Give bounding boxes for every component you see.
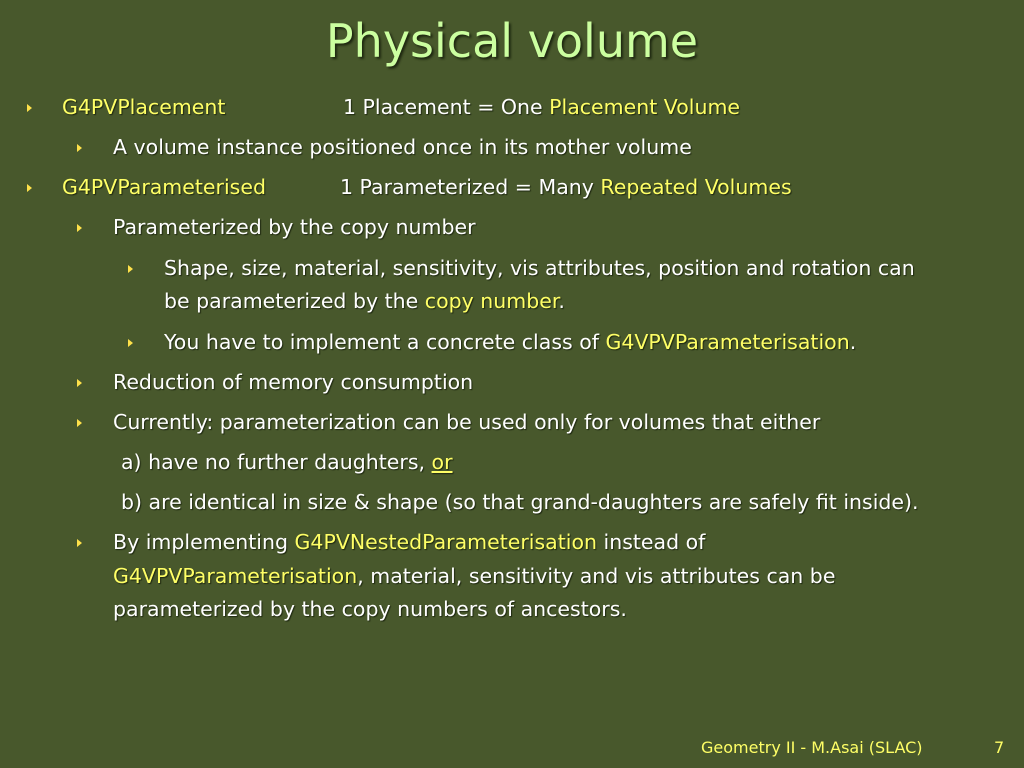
shape-item-line1: Shape, size, material, sensitivity, vis attributes, position and rotation can bbox=[164, 256, 915, 280]
bullet-arrow-icon bbox=[77, 144, 82, 152]
shape-line2-text: be parameterized by the bbox=[164, 289, 425, 313]
bullet-arrow-icon bbox=[27, 104, 32, 112]
param-by-copy-item: Parameterized by the copy number bbox=[113, 215, 476, 239]
bullet-arrow-icon bbox=[77, 419, 82, 427]
page-number: 7 bbox=[994, 738, 1005, 757]
nested-line2-class-highlight: G4VPVParameterisation bbox=[113, 564, 358, 588]
param-desc-highlight: Repeated Volumes bbox=[600, 175, 792, 199]
param-name bbox=[62, 170, 266, 204]
currently-item: Currently: parameterization can be used only for volumes that either bbox=[113, 410, 821, 434]
bullet-arrow-icon bbox=[77, 379, 82, 387]
case-a-text: a) have no further daughters, bbox=[121, 450, 432, 474]
param-description bbox=[340, 170, 792, 204]
placement-class-name: G4PVPlacement bbox=[62, 95, 226, 119]
bullet-arrow-icon bbox=[77, 224, 82, 232]
implement-text: You have to implement a concrete class of bbox=[164, 330, 606, 354]
case-b-line: b) are identical in size & shape (so that grand-daughters are safely fit inside). bbox=[121, 490, 919, 514]
bullet-arrow-icon bbox=[77, 539, 82, 547]
shape-item-line2 bbox=[164, 284, 565, 318]
placement-desc-highlight: Placement Volume bbox=[549, 95, 741, 119]
page-title: Physical volume bbox=[325, 14, 699, 68]
param-desc-text: 1 Parameterized = Many bbox=[340, 175, 601, 199]
nested-text: By implementing bbox=[113, 530, 295, 554]
nested-suffix: instead of bbox=[597, 530, 706, 554]
nested-item-line1 bbox=[113, 525, 705, 559]
nested-class-highlight: G4PVNestedParameterisation bbox=[294, 530, 597, 554]
nested-line2-text: , material, sensitivity and vis attributes can be bbox=[357, 564, 836, 588]
memory-item: Reduction of memory consumption bbox=[113, 370, 474, 394]
implement-class-highlight: G4VPVParameterisation bbox=[605, 330, 850, 354]
footer-text: Geometry II - M.Asai (SLAC) bbox=[701, 738, 923, 757]
nested-item-line2 bbox=[113, 559, 835, 593]
placement-sub-item: A volume instance positioned once in its mother volume bbox=[113, 135, 692, 159]
placement-desc-text: 1 Placement = One bbox=[343, 95, 550, 119]
case-a-or: or bbox=[431, 450, 453, 474]
placement-name bbox=[62, 90, 225, 124]
param-class-name: G4PVParameterised bbox=[62, 175, 266, 199]
nested-item-line3: parameterized by the copy numbers of ancestors. bbox=[113, 597, 627, 621]
bullet-arrow-icon bbox=[128, 265, 133, 273]
copy-number-highlight: copy number bbox=[424, 289, 559, 313]
placement-description bbox=[343, 90, 740, 124]
implement-suffix: . bbox=[849, 330, 857, 354]
shape-line2-suffix: . bbox=[558, 289, 565, 313]
bullet-arrow-icon bbox=[128, 339, 133, 347]
bullet-arrow-icon bbox=[27, 184, 32, 192]
implement-item bbox=[164, 325, 856, 359]
case-a-line bbox=[121, 445, 453, 479]
